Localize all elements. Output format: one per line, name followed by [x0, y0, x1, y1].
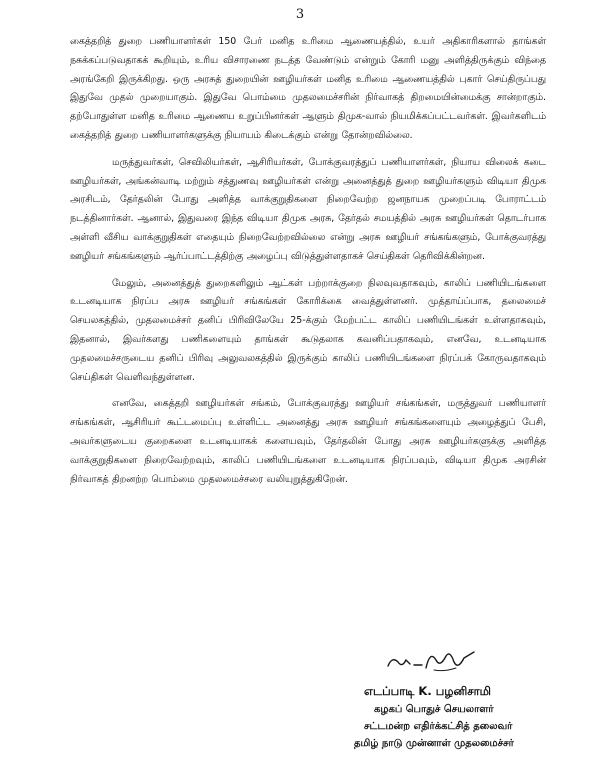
signatory-title-former-cm: தமிழ் நாடு முன்னாள் முதலமைச்சர் [354, 738, 514, 749]
signatory-title-party: கழகப் பொதுச் செயலாளர் [374, 704, 494, 715]
paragraph-2: மருத்துவர்கள், செவிலியர்கள், ஆசிரியர்கள், போக்குவரத்துப் பணியாளர்கள், நியாய விலைக் கடை ஊழியர்கள், அங்கன்வாடி மற்றும் சத்துணவு ஊழியர்கள் என்று அனைத்துத் துறை ஊழியர்களும் விடியா திமுக அரசிடம், தேர்தலின் போது அளித்த வாக்குறுதிகளை நிறைவேற்ற ஜனநாயக முறைப்படி போராட்டம் நடத்தினார்கள். ஆனால், இதுவரை இந்த விடியா திமுக அரசு, தேர்தல் சமயத்தில் அரசு ஊழியர்கள் தொடர்பாக அள்ளி வீசிய வாக்குறுதிகள் எதையும் நிறைவேற்றவில்லை என்று அரசு ஊழியர் சங்கங்களும், போக்குவரத்து ஊழியர் சங்கங்களும் ஆர்ப்பாட்டத்திற்கு அழைப்பு விடுத்துள்ளதாகச் செய்திகள் தெரிவிக்கின்றன. [70, 156, 546, 262]
signatory-name: எடப்பாடி K. பழனிசாமி [364, 684, 491, 698]
signatory-title-opposition: சட்டமன்ற எதிர்க்கட்சித் தலைவர் [364, 721, 513, 732]
paragraph-3: மேலும், அனைத்துத் துறைகளிலும் ஆட்கள் பற்றாக்குறை நிலவுவதாகவும், காலிப் பணியிடங்களை உடனடியாக நிரப்ப அரசு ஊழியர் சங்கங்கள் கோரிக்கை வைத்துள்ளனர். முத்தாய்ப்பாக, தலைமைச் செயலகத்தில், முதலமைச்சர் தனிப் பிரிவிலேயே 25-க்கும் மேற்பட்ட காலிப் பணியிடங்கள் உள்ளதாகவும், இதனால், இவர்களது பணிகளையும் தாங்கள் கூடுதலாக கவனிப்பதாகவும், எனவே, உடனடியாக முதலமைச்சருடைய தனிப் பிரிவு அலுவலகத்தில் இருக்கும் காலிப் பணியிடங்களை நிரப்பக் கோருவதாகவும் செய்திகள் வெளிவந்துள்ளன. [70, 277, 546, 383]
page-number: 3 [295, 7, 305, 22]
press-release-body [70, 33, 546, 489]
paragraph-4: எனவே, கைத்தறி ஊழியர்கள் சங்கம், போக்குவரத்து ஊழியர் சங்கங்கள், மருத்துவர் பணியாளர் சங்கங்கள், ஆசிரியர் கூட்டமைப்பு உள்ளிட்ட அனைத்து அரசு ஊழியர் சங்கங்களையும் அழைத்துப் பேசி, அவர்களுடைய குறைகளை உடனடியாகக் களையவும், தேர்தலின் போது அரசு ஊழியர்களுக்கு அளித்த வாக்குறுதிகளை நிறைவேற்றவும், காலிப் பணியிடங்களை உடனடியாக நிரப்பவும், விடியா திமுக அரசின் நிர்வாகத் திறனற்ற பொம்மை முதலமைச்சரை வலியுறுத்துகிறேன். [70, 398, 546, 485]
paragraph-1: கைத்தறித் துறை பணியாளர்கள் 150 பேர் மனித உரிமை ஆணையத்தில், உயர் அதிகாரிகளால் தாங்கள் நசுக்கப்படுவதாகக் கூறியும், உரிய விசாரணை நடத்த வேண்டும் என்றும் கோரி மனு அளித்திருக்கும் விந்தை அரங்கேறி இருக்கிறது. ஒரு அரசுத் துறையின் ஊழியர்கள் மனித உரிமை ஆணையத்தில் புகார் செய்திருப்பது இதுவே முதல் முறையாகும். இதுவே பொம்மை முதலமைச்சரின் நிர்வாகத் திறமையின்மைக்கு சான்றாகும். தற்போதுள்ள மனித உரிமை ஆணைய உறுப்பினர்கள் ஆளும் திமுக-வால் நியமிக்கப்பட்டவர்கள். இவர்களிடம் கைத்தறித் துறை பணியாளர்களுக்கு நியாயம் கிடைக்கும் என்று தோன்றவில்லை. [70, 36, 546, 141]
handwritten-signature [384, 646, 484, 676]
